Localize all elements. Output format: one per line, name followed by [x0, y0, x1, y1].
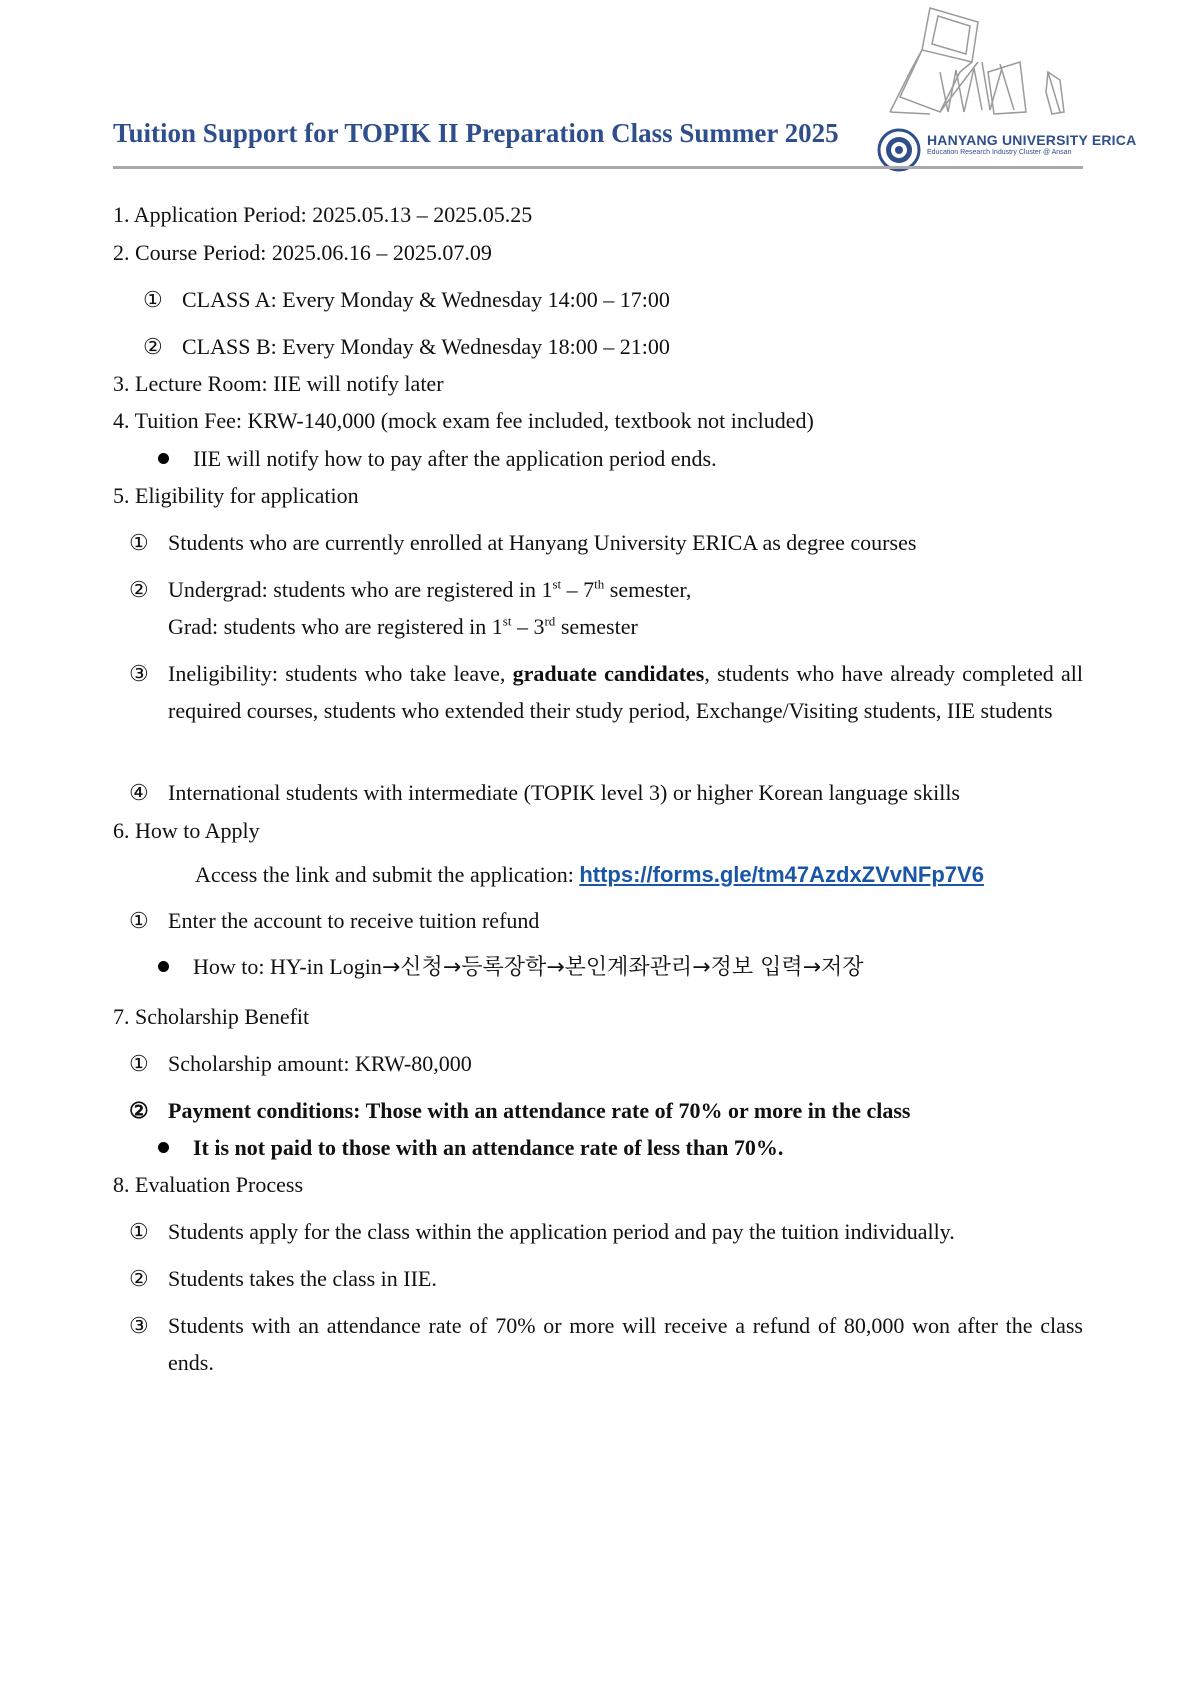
application-period: 1. Application Period: 2025.05.13 – 2025.05.25 [113, 202, 533, 227]
eligibility-2-marker: ② [129, 577, 149, 602]
amount-marker: ① [129, 1051, 149, 1076]
application-form-link[interactable]: https://forms.gle/tm47AzdxZVvNFp7V6 [579, 862, 984, 887]
account-howto: How to: HY-in Login→신청→등록장학→본인계좌관리→정보 입력→저장 [193, 954, 864, 980]
erica-logo-graphic [870, 2, 1090, 122]
lecture-room: 3. Lecture Room: IIE will notify later [113, 371, 444, 396]
payment-conditions: Payment conditions: Those with an attendance rate of 70% or more in the class [168, 1098, 911, 1123]
access-instruction: Access the link and submit the application: https://forms.gle/tm47AzdxZVvNFp7V6 [195, 862, 984, 887]
eligibility-3-marker: ③ [129, 661, 149, 686]
bullet-dot [158, 1142, 169, 1153]
scholarship-benefit-heading: 7. Scholarship Benefit [113, 1004, 310, 1029]
payment-note: It is not paid to those with an attendance rate of less than 70%. [193, 1135, 784, 1160]
bullet-dot [158, 453, 169, 464]
header-divider [113, 166, 1083, 169]
logo-name: HANYANG UNIVERSITY ERICA [927, 132, 1137, 148]
eligibility-undergrad: Undergrad: students who are registered in 1st – 7th semester, [168, 576, 692, 602]
scholarship-amount: Scholarship amount: KRW-80,000 [168, 1051, 472, 1076]
eval-2-marker: ② [129, 1266, 149, 1291]
eligibility-korean-level: International students with intermediate (TOPIK level 3) or higher Korean language skills [168, 780, 960, 805]
logo-subtitle: Education Research Industry Cluster @ Ansan [927, 149, 1072, 156]
eligibility-grad: Grad: students who are registered in 1st – 3rd semester [168, 613, 638, 639]
eval-step-class: Students takes the class in IIE. [168, 1266, 437, 1291]
ineligibility-text: Ineligibility: students who take leave, graduate candidates, students who have already completed all required courses, students who extended their study period, Exchange/Visiting students, IIE students [168, 661, 1084, 723]
how-to-apply-heading: 6. How to Apply [113, 818, 260, 843]
eval-step-refund: Students with an attendance rate of 70% or more will receive a refund of 80,000 won after the class ends. [168, 1313, 1083, 1375]
account-marker: ① [129, 908, 149, 933]
class-b-marker: ② [143, 334, 163, 359]
eligibility-enrolled: Students who are currently enrolled at Hanyang University ERICA as degree courses [168, 530, 917, 555]
payment-marker: ② [129, 1098, 149, 1123]
eligibility-heading: 5. Eligibility for application [113, 483, 359, 508]
eval-step-apply: Students apply for the class within the application period and pay the tuition individually. [168, 1219, 955, 1244]
class-a-schedule: CLASS A: Every Monday & Wednesday 14:00 – 17:00 [182, 287, 670, 312]
class-a-marker: ① [143, 287, 163, 312]
eval-3-marker: ③ [129, 1313, 149, 1338]
tuition-fee: 4. Tuition Fee: KRW-140,000 (mock exam fee included, textbook not included) [113, 408, 814, 433]
account-instruction: Enter the account to receive tuition refund [168, 908, 540, 933]
class-b-schedule: CLASS B: Every Monday & Wednesday 18:00 – 21:00 [182, 334, 670, 359]
eval-1-marker: ① [129, 1219, 149, 1244]
evaluation-heading: 8. Evaluation Process [113, 1172, 304, 1197]
tuition-payment-note: IIE will notify how to pay after the application period ends. [193, 446, 717, 471]
eligibility-1-marker: ① [129, 530, 149, 555]
eligibility-4-marker: ④ [129, 780, 149, 805]
page-title: Tuition Support for TOPIK II Preparation Class Summer 2025 [113, 118, 839, 148]
bullet-dot [158, 961, 169, 972]
course-period: 2. Course Period: 2025.06.16 – 2025.07.09 [113, 240, 492, 265]
